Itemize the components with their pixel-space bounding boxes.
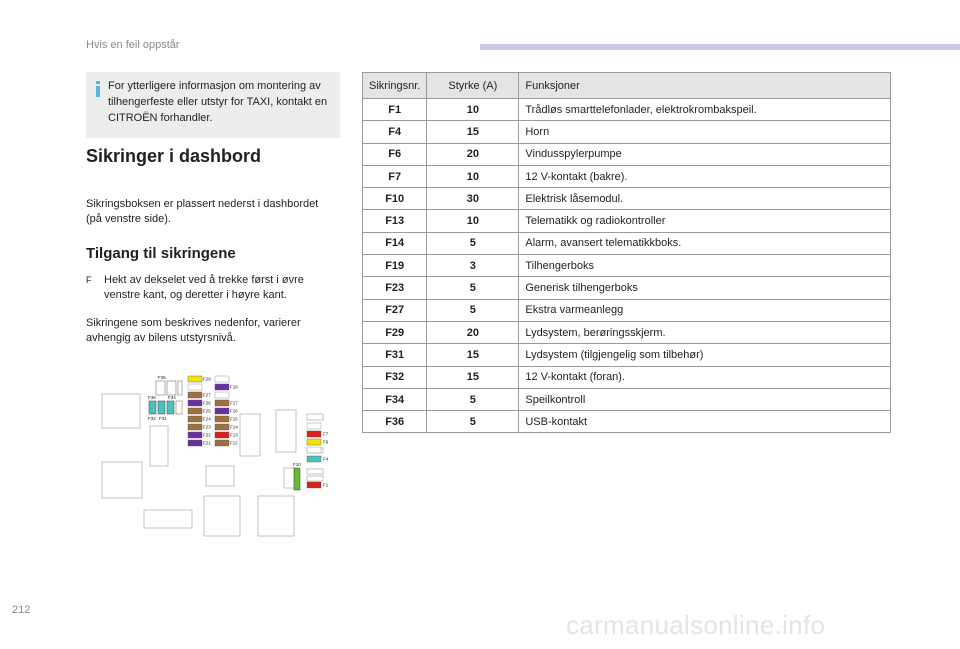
fuse-rating: 5 — [427, 277, 519, 299]
fuse-rating: 20 — [427, 143, 519, 165]
fuse-rating: 5 — [427, 388, 519, 410]
page-title: Sikringer i dashbord — [86, 146, 262, 166]
fuse-f16 — [215, 408, 229, 414]
fuse-f35 — [156, 381, 165, 395]
fuse-slot — [215, 376, 229, 382]
fuse-rating: 10 — [427, 99, 519, 121]
table-row — [363, 232, 891, 254]
fuse-rating: 15 — [427, 366, 519, 388]
table-row — [363, 321, 891, 343]
fuse-rating: 20 — [427, 321, 519, 343]
fuse-f12 — [215, 440, 229, 446]
housing-block — [276, 410, 296, 452]
bullet-marker: F — [86, 275, 92, 285]
housing-block — [102, 394, 140, 428]
table-row — [363, 277, 891, 299]
fuse-f31 — [158, 401, 165, 414]
column-header: Funksjoner — [519, 73, 891, 99]
table-row — [363, 99, 891, 121]
fuse-f7 — [307, 431, 321, 437]
fuse-label: F34 — [168, 395, 176, 400]
fuse-function: USB-kontakt — [519, 411, 891, 433]
table-row — [363, 165, 891, 187]
table-row — [363, 366, 891, 388]
fuse-f10 — [294, 468, 300, 490]
fuse-function: Generisk tilhengerboks — [519, 277, 891, 299]
fuse-label: F32 — [148, 416, 156, 421]
fuse-rating: 3 — [427, 255, 519, 277]
table-header-row — [363, 73, 891, 99]
fuse-label: F22 — [203, 432, 211, 438]
fuse-table — [362, 72, 891, 433]
fuse-number: F23 — [363, 277, 427, 299]
fuse-function: Elektrisk låsemodul. — [519, 188, 891, 210]
table-row — [363, 388, 891, 410]
table-row — [363, 143, 891, 165]
fuse-box-diagram — [98, 372, 336, 542]
fuse-label: F4 — [323, 456, 329, 462]
fuse-label: F26 — [203, 400, 211, 406]
fuse-label: F1 — [323, 482, 329, 488]
fuse-slot — [167, 381, 176, 395]
fuse-label: F12 — [230, 440, 238, 446]
fuse-function: 12 V-kontakt (bakre). — [519, 165, 891, 187]
fuse-slot — [188, 384, 202, 390]
housing-block — [102, 462, 142, 498]
fuse-number: F1 — [363, 99, 427, 121]
fuse-label: F35 — [158, 375, 166, 380]
fuse-label: F21 — [203, 440, 211, 446]
fuse-rating: 5 — [427, 232, 519, 254]
access-step-text: Hekt av dekselet ved å trekke først i øvre venstre kant, og deretter i høyre kant. — [104, 274, 304, 301]
fuse-label: F25 — [203, 408, 211, 414]
fuse-f21 — [188, 440, 202, 446]
fuse-f26 — [188, 400, 202, 406]
fuse-label: F18 — [230, 384, 238, 390]
fuse-f17 — [215, 400, 229, 406]
fuse-f14 — [215, 424, 229, 430]
fuse-label: F17 — [230, 400, 238, 406]
fuse-f27 — [188, 392, 202, 398]
fuse-rating: 15 — [427, 121, 519, 143]
fuse-function: 12 V-kontakt (foran). — [519, 366, 891, 388]
fuse-label: F16 — [230, 408, 238, 414]
fuse-label: F7 — [323, 431, 329, 437]
fuse-label: F14 — [230, 424, 238, 430]
fuse-label: F27 — [203, 392, 211, 398]
table-row — [363, 411, 891, 433]
fuse-rating: 15 — [427, 344, 519, 366]
section-header: Hvis en feil oppstår — [86, 39, 180, 51]
fuse-rating: 30 — [427, 188, 519, 210]
fuse-number: F32 — [363, 366, 427, 388]
fuse-number: F10 — [363, 188, 427, 210]
fuse-f23 — [188, 424, 202, 430]
fuse-f24 — [188, 416, 202, 422]
header-bar — [480, 44, 960, 50]
fuse-f29 — [188, 376, 202, 382]
fuse-rating: 5 — [427, 299, 519, 321]
fuse-f32 — [149, 401, 156, 414]
fuse-function: Alarm, avansert telematikkboks. — [519, 232, 891, 254]
fuse-label: F10 — [293, 462, 301, 467]
housing-block — [204, 496, 240, 536]
fuse-slot — [307, 447, 321, 453]
fuse-number: F36 — [363, 411, 427, 433]
fuse-label: F15 — [230, 416, 238, 422]
table-row — [363, 255, 891, 277]
fuse-label: F29 — [203, 376, 211, 382]
fuse-function: Lydsystem, berøringsskjerm. — [519, 321, 891, 343]
fuse-rating: 10 — [427, 165, 519, 187]
fuse-function: Telematikk og radiokontroller — [519, 210, 891, 232]
info-text: For ytterligere informasjon om montering av tilhengerfeste eller utstyr for TAXI, kontakt en CITROËN forhandler. — [108, 80, 328, 124]
fuse-number: F13 — [363, 210, 427, 232]
fuse-f18 — [215, 384, 229, 390]
fuse-number: F27 — [363, 299, 427, 321]
fuse-f34 — [167, 401, 174, 414]
housing-block — [307, 476, 323, 481]
fuse-f15 — [215, 416, 229, 422]
table-row — [363, 210, 891, 232]
fuse-slot — [307, 423, 321, 429]
column-header: Styrke (A) — [427, 73, 519, 99]
fuse-rating: 10 — [427, 210, 519, 232]
page-number: 212 — [12, 604, 31, 616]
fuse-function: Vindusspylerpumpe — [519, 143, 891, 165]
fuse-label: F23 — [203, 424, 211, 430]
fuse-function: Trådløs smarttelefonlader, elektrokrombakspeil. — [519, 99, 891, 121]
fuse-number: F34 — [363, 388, 427, 410]
fuse-slot — [176, 401, 182, 414]
housing-block — [307, 414, 323, 420]
fuse-rating: 5 — [427, 411, 519, 433]
fuse-f4 — [307, 456, 321, 462]
fuse-number: F14 — [363, 232, 427, 254]
fuse-function: Lydsystem (tilgjengelig som tilbehør) — [519, 344, 891, 366]
housing-block — [206, 466, 234, 486]
fuse-f25 — [188, 408, 202, 414]
access-heading: Tilgang til sikringene — [86, 245, 236, 262]
fuse-function: Speilkontroll — [519, 388, 891, 410]
housing-block — [144, 510, 192, 528]
housing-block — [307, 469, 323, 474]
fuse-f1 — [307, 482, 321, 488]
fuse-number: F31 — [363, 344, 427, 366]
table-row — [363, 121, 891, 143]
fuse-label: F36 — [148, 395, 156, 400]
fuse-label: F13 — [230, 432, 238, 438]
fuse-function: Horn — [519, 121, 891, 143]
fuse-slot — [215, 392, 229, 398]
housing-block — [150, 426, 168, 466]
fuse-label: F6 — [323, 439, 329, 445]
housing-block — [240, 414, 260, 456]
column-header: Sikringsnr. — [363, 73, 427, 99]
fuse-number: F19 — [363, 255, 427, 277]
table-row — [363, 344, 891, 366]
info-box — [86, 72, 340, 138]
fuse-function: Ekstra varmeanlegg — [519, 299, 891, 321]
table-row — [363, 299, 891, 321]
fuse-slot — [178, 381, 182, 395]
fuse-f13 — [215, 432, 229, 438]
watermark: carmanualsonline.info — [566, 610, 826, 640]
table-row — [363, 188, 891, 210]
fuse-number: F4 — [363, 121, 427, 143]
fuse-label: F31 — [159, 416, 167, 421]
fuse-f22 — [188, 432, 202, 438]
intro-paragraph: Sikringsboksen er plassert nederst i dashbordet (på venstre side). — [86, 198, 319, 225]
note-paragraph: Sikringene som beskrives nedenfor, varierer avhengig av bilens utstyrsnivå. — [86, 317, 301, 344]
housing-block — [258, 496, 294, 536]
fuse-label: F24 — [203, 416, 211, 422]
fuse-number: F29 — [363, 321, 427, 343]
fuse-function: Tilhengerboks — [519, 255, 891, 277]
info-icon — [94, 81, 102, 97]
fuse-number: F7 — [363, 165, 427, 187]
housing-block — [284, 468, 294, 488]
fuse-number: F6 — [363, 143, 427, 165]
fuse-f6 — [307, 439, 321, 445]
